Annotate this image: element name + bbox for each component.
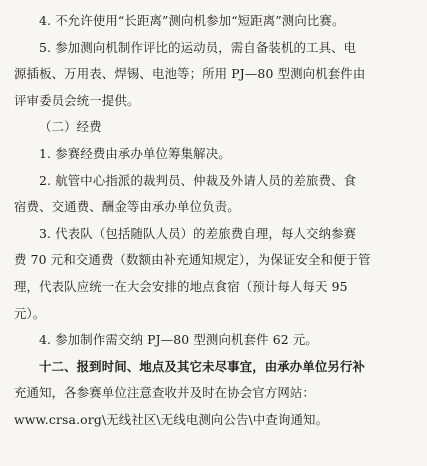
funding-item-3-line-3: 理，代表队应统一在大会安排的地点食宿（预计每人每天 95 [14, 278, 348, 294]
section-12-line-2: 充通知，各参赛单位注意查收并及时在协会官方网站： [14, 385, 315, 401]
funding-item-4: 4. 参加制作需交纳 PJ—80 型测向机套件 62 元。 [39, 332, 318, 348]
rule-5-line-3: 评审委员会统一提供。 [14, 92, 140, 108]
funding-item-2-line-1: 2. 航管中心指派的裁判员、仲裁及外请人员的差旅费、食 [39, 172, 357, 188]
section-12-line-3: www.crsa.org\无线社区\无线电测向公告\中查询通知。 [14, 411, 329, 427]
funding-item-3-line-2: 费 70 元和交通费（数额由补充通知规定），为保证安全和便于管 [14, 252, 371, 268]
section-heading-funding: （二）经费 [39, 119, 102, 135]
rule-5-line-2: 源插板、万用表、焊锡、电池等；所用 PJ—80 型测向机套件由 [14, 66, 366, 82]
section-12-line-1: 十二、报到时间、地点及其它未尽事宜，由承办单位另行补 [39, 358, 366, 374]
funding-item-2-line-2: 宿费、交通费、酬金等由承办单位负责。 [14, 199, 240, 215]
funding-item-3-line-4: 元）。 [14, 305, 46, 321]
rule-5-line-1: 5. 参加测向机制作评比的运动员，需自备装机的工具、电 [39, 39, 357, 55]
funding-item-3-line-1: 3. 代表队（包括随队人员）的差旅费自理，每人交纳参赛 [39, 225, 357, 241]
rule-4-line: 4. 不允许使用“长距离”测向机参加“短距离”测向比赛。 [39, 13, 345, 28]
funding-item-1: 1. 参赛经费由承办单位筹集解决。 [39, 145, 231, 161]
